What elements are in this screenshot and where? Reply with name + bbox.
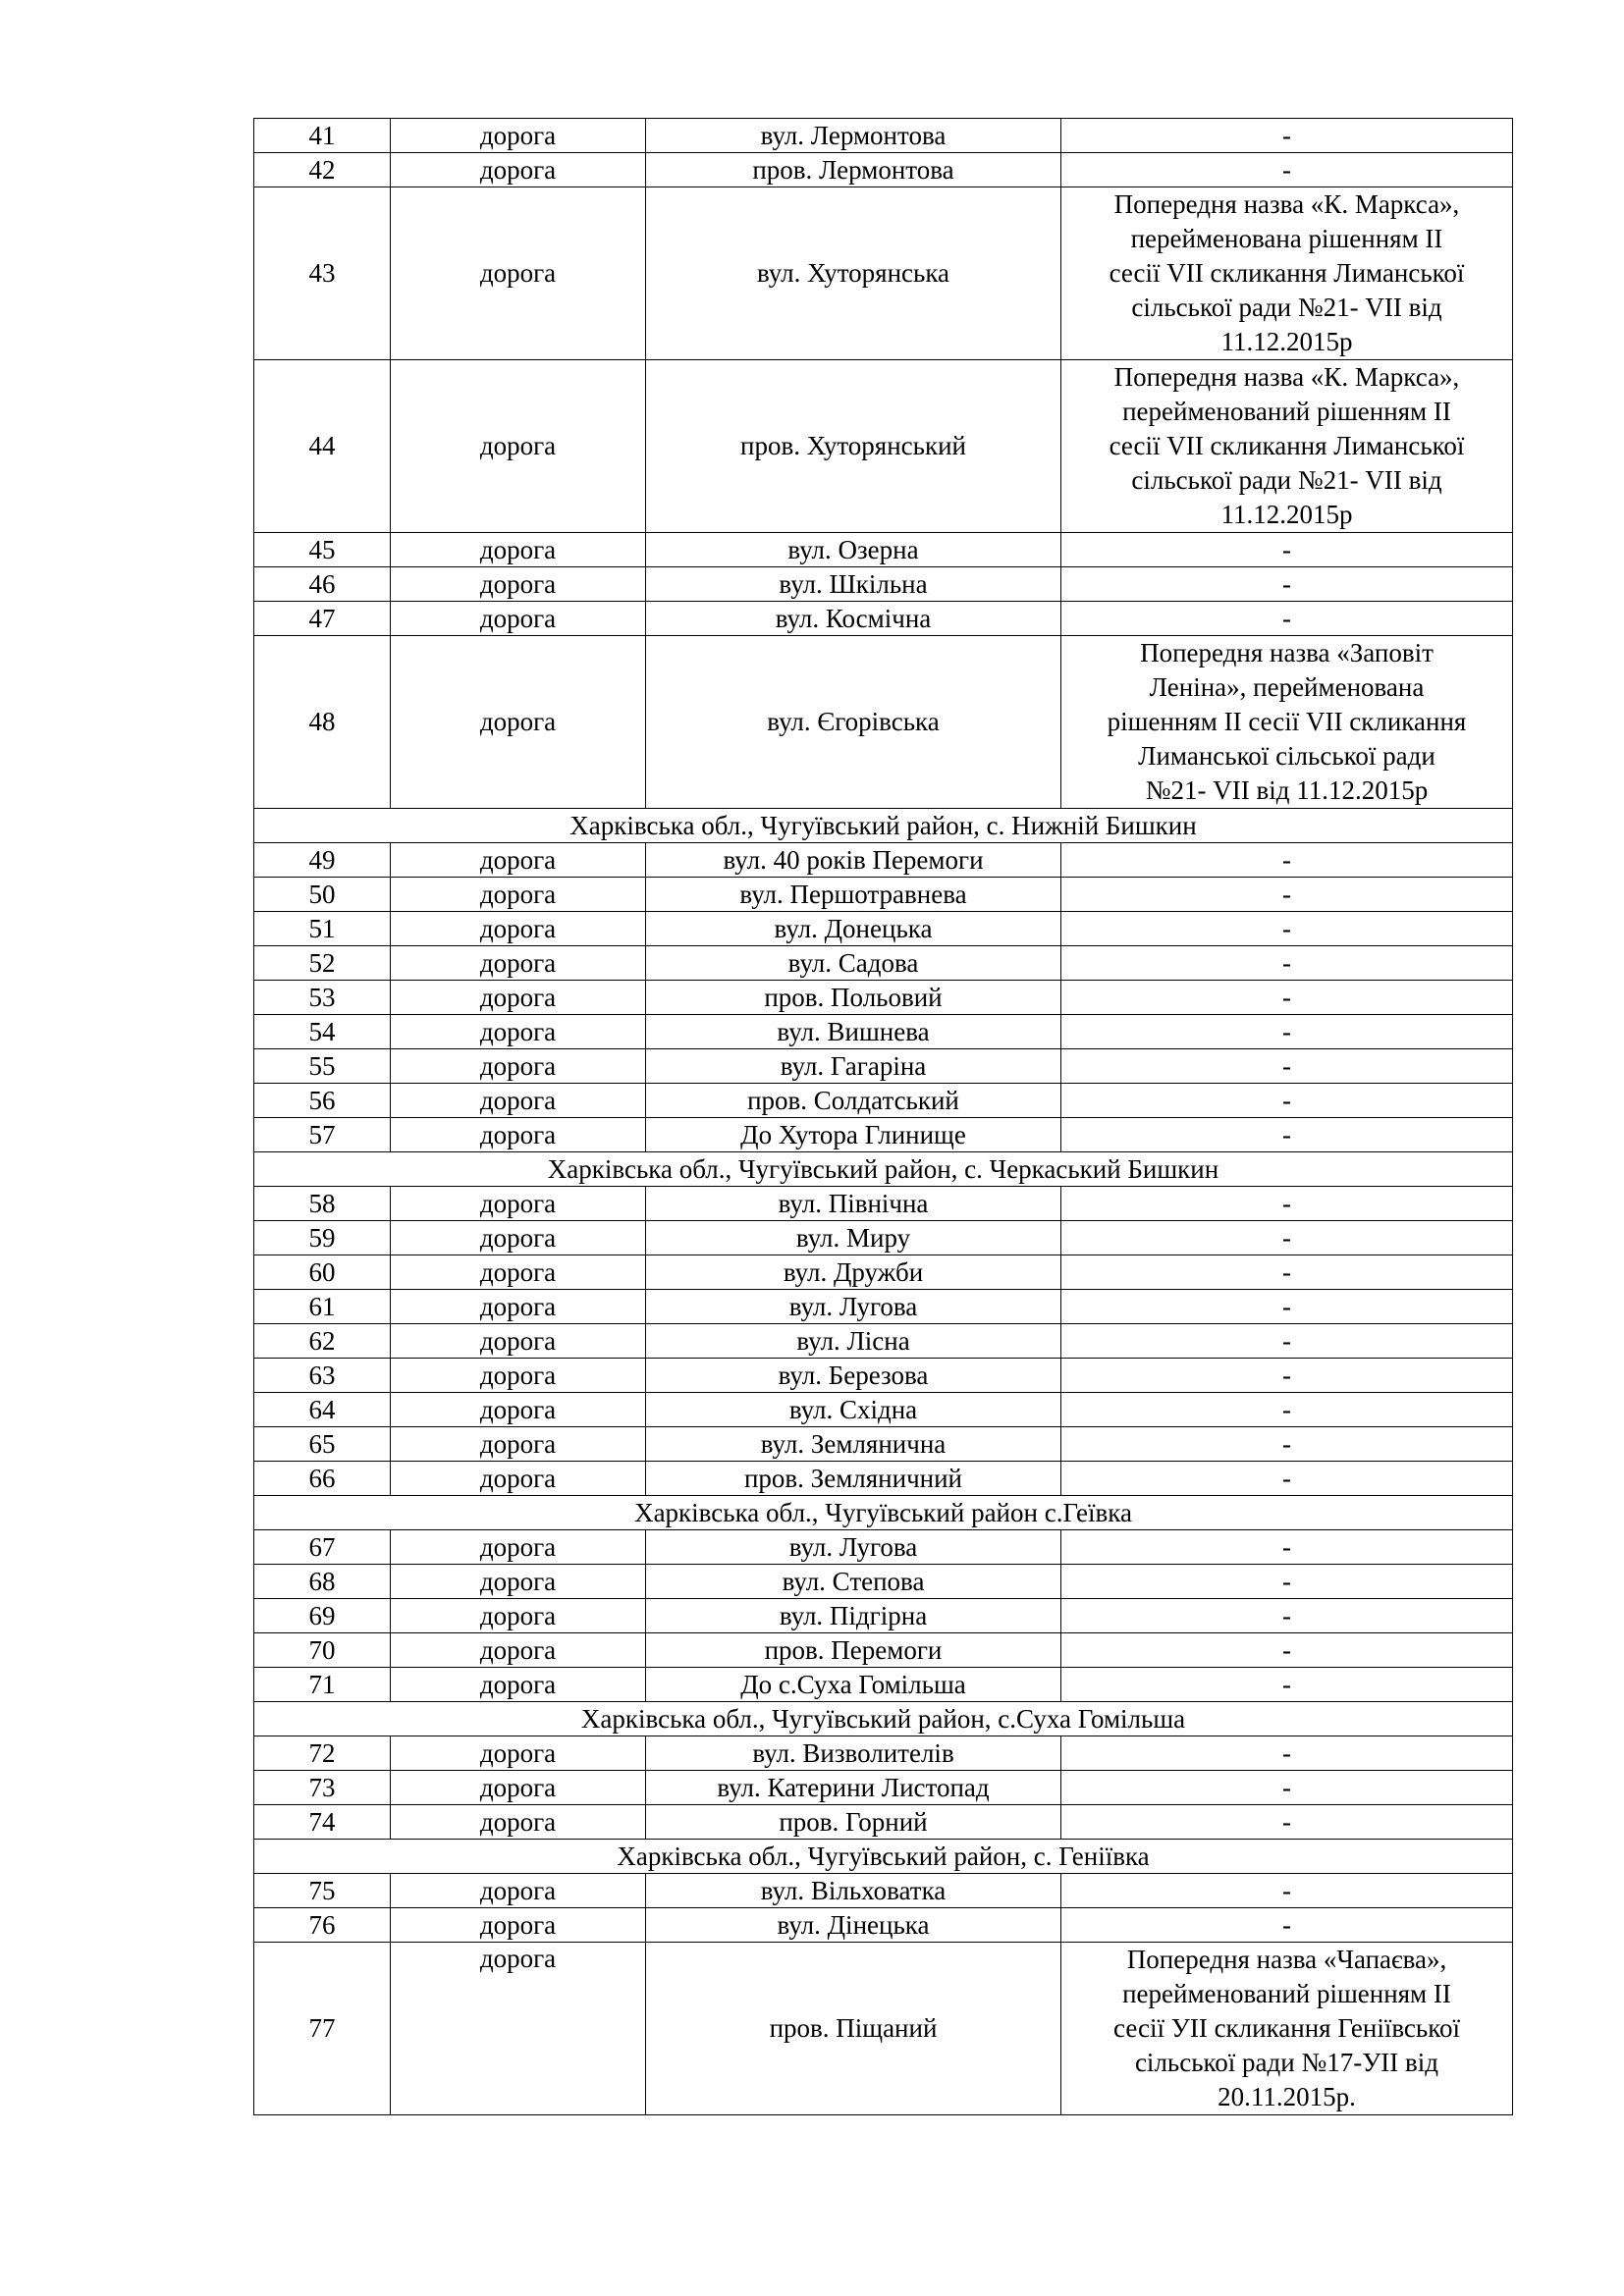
note-cell: - (1061, 1908, 1513, 1943)
note-cell: - (1061, 1290, 1513, 1324)
roads-table (253, 118, 1513, 2115)
table-row (254, 1324, 1513, 1359)
object-type-cell: дорога (391, 1908, 646, 1943)
row-number-cell: 68 (254, 1565, 391, 1599)
table-row (254, 1943, 1513, 2115)
note-cell: - (1061, 981, 1513, 1015)
street-name-cell: вул. Єгорівська (646, 636, 1061, 809)
note-cell: - (1061, 567, 1513, 602)
row-number-cell: 51 (254, 912, 391, 946)
note-cell: - (1061, 946, 1513, 981)
row-number-cell: 69 (254, 1599, 391, 1633)
table-row (254, 1393, 1513, 1427)
object-type-cell: дорога (391, 1393, 646, 1427)
object-type-cell: дорога (391, 1290, 646, 1324)
note-cell: - (1061, 1359, 1513, 1393)
table-row (254, 602, 1513, 636)
table-row (254, 1049, 1513, 1084)
street-name-cell: вул. Східна (646, 1393, 1061, 1427)
street-name-cell: вул. Космічна (646, 602, 1061, 636)
street-name-cell: вул. Садова (646, 946, 1061, 981)
note-cell: Попередня назва «Чапаєва», перейменований рішенням II сесії УII скликання Геніївської сільської ради №17-УII від 20.11.2015р. (1061, 1943, 1513, 2115)
street-name-cell: вул. Донецька (646, 912, 1061, 946)
row-number-cell: 53 (254, 981, 391, 1015)
note-cell: - (1061, 1736, 1513, 1771)
note-cell: - (1061, 1049, 1513, 1084)
object-type-cell: дорога (391, 981, 646, 1015)
table-row (254, 153, 1513, 187)
note-cell: Попередня назва «К. Маркса», перейменована рішенням II сесії VII скликання Лиманської сільської ради №21- VII від 11.12.2015р (1061, 187, 1513, 360)
object-type-cell: дорога (391, 1118, 646, 1152)
table-row (254, 1084, 1513, 1118)
object-type-cell: дорога (391, 1427, 646, 1462)
street-name-cell: пров. Земляничний (646, 1462, 1061, 1496)
section-header-row (254, 1840, 1513, 1874)
section-header-row (254, 809, 1513, 843)
table-row (254, 1255, 1513, 1290)
row-number-cell: 65 (254, 1427, 391, 1462)
table-row (254, 946, 1513, 981)
section-header-row (254, 1496, 1513, 1530)
table-row (254, 1290, 1513, 1324)
object-type-cell: дорога (391, 1668, 646, 1702)
street-name-cell: До с.Суха Гомільша (646, 1668, 1061, 1702)
object-type-cell: дорога (391, 1359, 646, 1393)
note-cell: - (1061, 153, 1513, 187)
street-name-cell: вул. 40 років Перемоги (646, 843, 1061, 878)
section-title: Харківська обл., Чугуївський район, с. Геніївка (254, 1840, 1513, 1874)
object-type-cell: дорога (391, 1599, 646, 1633)
object-type-cell: дорога (391, 1049, 646, 1084)
object-type-cell: дорога (391, 567, 646, 602)
row-number-cell: 61 (254, 1290, 391, 1324)
table-row (254, 878, 1513, 912)
street-name-cell: пров. Хуторянський (646, 360, 1061, 533)
street-name-cell: вул. Хуторянська (646, 187, 1061, 360)
note-cell: - (1061, 1427, 1513, 1462)
table-row (254, 1221, 1513, 1255)
note-cell: - (1061, 533, 1513, 567)
object-type-cell: дорога (391, 636, 646, 809)
table-row (254, 1874, 1513, 1908)
street-name-cell: вул. Степова (646, 1565, 1061, 1599)
street-name-cell: вул. Гагаріна (646, 1049, 1061, 1084)
street-name-cell: пров. Піщаний (646, 1943, 1061, 2115)
table-row (254, 1633, 1513, 1668)
row-number-cell: 67 (254, 1530, 391, 1565)
note-cell: - (1061, 119, 1513, 153)
row-number-cell: 59 (254, 1221, 391, 1255)
street-name-cell: вул. Визволителів (646, 1736, 1061, 1771)
street-name-cell: пров. Горний (646, 1805, 1061, 1840)
note-cell: - (1061, 602, 1513, 636)
object-type-cell: дорога (391, 533, 646, 567)
object-type-cell: дорога (391, 1565, 646, 1599)
row-number-cell: 77 (254, 1943, 391, 2115)
table-row (254, 1427, 1513, 1462)
note-cell: - (1061, 912, 1513, 946)
object-type-cell: дорога (391, 1943, 646, 2115)
row-number-cell: 49 (254, 843, 391, 878)
table-row (254, 1736, 1513, 1771)
row-number-cell: 73 (254, 1771, 391, 1805)
table-row (254, 843, 1513, 878)
table-row (254, 1462, 1513, 1496)
row-number-cell: 55 (254, 1049, 391, 1084)
note-cell: - (1061, 1118, 1513, 1152)
note-cell: - (1061, 1187, 1513, 1221)
street-name-cell: вул. Березова (646, 1359, 1061, 1393)
table-row (254, 533, 1513, 567)
street-name-cell: вул. Підгірна (646, 1599, 1061, 1633)
object-type-cell: дорога (391, 1084, 646, 1118)
row-number-cell: 60 (254, 1255, 391, 1290)
table-row (254, 1359, 1513, 1393)
table-row (254, 1908, 1513, 1943)
row-number-cell: 64 (254, 1393, 391, 1427)
object-type-cell: дорога (391, 119, 646, 153)
note-cell: - (1061, 1565, 1513, 1599)
row-number-cell: 75 (254, 1874, 391, 1908)
object-type-cell: дорога (391, 1255, 646, 1290)
object-type-cell: дорога (391, 1221, 646, 1255)
note-cell: Попередня назва «Заповіт Леніна», перейменована рішенням II сесії VII скликання Лиманської сільської ради №21- VII від 11.12.2015р (1061, 636, 1513, 809)
object-type-cell: дорога (391, 602, 646, 636)
table-row (254, 360, 1513, 533)
table-row (254, 1599, 1513, 1633)
street-name-cell: вул. Дінецька (646, 1908, 1061, 1943)
row-number-cell: 45 (254, 533, 391, 567)
note-cell: - (1061, 1530, 1513, 1565)
row-number-cell: 70 (254, 1633, 391, 1668)
table-row (254, 1668, 1513, 1702)
note-cell: - (1061, 1633, 1513, 1668)
table-row (254, 981, 1513, 1015)
street-name-cell: вул. Шкільна (646, 567, 1061, 602)
note-cell: - (1061, 1805, 1513, 1840)
object-type-cell: дорога (391, 187, 646, 360)
row-number-cell: 47 (254, 602, 391, 636)
street-name-cell: вул. Лісна (646, 1324, 1061, 1359)
street-name-cell: вул. Лермонтова (646, 119, 1061, 153)
object-type-cell: дорога (391, 1874, 646, 1908)
table-row (254, 1187, 1513, 1221)
object-type-cell: дорога (391, 1771, 646, 1805)
street-name-cell: вул. Землянична (646, 1427, 1061, 1462)
note-cell: - (1061, 1255, 1513, 1290)
street-name-cell: вул. Дружби (646, 1255, 1061, 1290)
object-type-cell: дорога (391, 360, 646, 533)
street-name-cell: вул. Миру (646, 1221, 1061, 1255)
row-number-cell: 57 (254, 1118, 391, 1152)
street-name-cell: пров. Польовий (646, 981, 1061, 1015)
note-cell: - (1061, 1771, 1513, 1805)
object-type-cell: дорога (391, 1187, 646, 1221)
object-type-cell: дорога (391, 878, 646, 912)
table-row (254, 119, 1513, 153)
table-row (254, 1805, 1513, 1840)
table-row (254, 1771, 1513, 1805)
object-type-cell: дорога (391, 843, 646, 878)
object-type-cell: дорога (391, 1015, 646, 1049)
note-cell: - (1061, 843, 1513, 878)
table-row (254, 1118, 1513, 1152)
object-type-cell: дорога (391, 1805, 646, 1840)
row-number-cell: 50 (254, 878, 391, 912)
table-row (254, 1530, 1513, 1565)
roads-table-body (254, 119, 1513, 2115)
section-title: Харківська обл., Чугуївський район с.Геївка (254, 1496, 1513, 1530)
note-cell: - (1061, 1015, 1513, 1049)
street-name-cell: вул. Озерна (646, 533, 1061, 567)
row-number-cell: 74 (254, 1805, 391, 1840)
table-row (254, 912, 1513, 946)
note-cell: - (1061, 1668, 1513, 1702)
note-cell: - (1061, 1874, 1513, 1908)
note-cell: - (1061, 1324, 1513, 1359)
street-name-cell: вул. Вільховатка (646, 1874, 1061, 1908)
row-number-cell: 41 (254, 119, 391, 153)
row-number-cell: 58 (254, 1187, 391, 1221)
street-name-cell: пров. Солдатський (646, 1084, 1061, 1118)
row-number-cell: 44 (254, 360, 391, 533)
object-type-cell: дорога (391, 912, 646, 946)
row-number-cell: 62 (254, 1324, 391, 1359)
object-type-cell: дорога (391, 946, 646, 981)
note-cell: - (1061, 878, 1513, 912)
street-name-cell: вул. Північна (646, 1187, 1061, 1221)
row-number-cell: 46 (254, 567, 391, 602)
row-number-cell: 52 (254, 946, 391, 981)
table-row (254, 1565, 1513, 1599)
table-row (254, 187, 1513, 360)
object-type-cell: дорога (391, 1324, 646, 1359)
street-name-cell: вул. Першотравнева (646, 878, 1061, 912)
object-type-cell: дорога (391, 1736, 646, 1771)
table-row (254, 636, 1513, 809)
table-row (254, 1015, 1513, 1049)
street-name-cell: вул. Лугова (646, 1530, 1061, 1565)
object-type-cell: дорога (391, 153, 646, 187)
street-name-cell: До Хутора Глинище (646, 1118, 1061, 1152)
row-number-cell: 54 (254, 1015, 391, 1049)
section-title: Харківська обл., Чугуївський район, с. Черкаський Бишкин (254, 1152, 1513, 1187)
row-number-cell: 42 (254, 153, 391, 187)
object-type-cell: дорога (391, 1530, 646, 1565)
street-name-cell: пров. Перемоги (646, 1633, 1061, 1668)
street-name-cell: вул. Лугова (646, 1290, 1061, 1324)
object-type-cell: дорога (391, 1462, 646, 1496)
street-name-cell: пров. Лермонтова (646, 153, 1061, 187)
section-title: Харківська обл., Чугуївський район, с. Нижній Бишкин (254, 809, 1513, 843)
note-cell: - (1061, 1393, 1513, 1427)
row-number-cell: 72 (254, 1736, 391, 1771)
row-number-cell: 48 (254, 636, 391, 809)
row-number-cell: 43 (254, 187, 391, 360)
street-name-cell: вул. Катерини Листопад (646, 1771, 1061, 1805)
row-number-cell: 71 (254, 1668, 391, 1702)
note-cell: - (1061, 1084, 1513, 1118)
note-cell: - (1061, 1599, 1513, 1633)
row-number-cell: 66 (254, 1462, 391, 1496)
row-number-cell: 63 (254, 1359, 391, 1393)
section-header-row (254, 1152, 1513, 1187)
street-name-cell: вул. Вишнева (646, 1015, 1061, 1049)
note-cell: Попередня назва «К. Маркса», перейменований рішенням II сесії VII скликання Лиманської сільської ради №21- VII від 11.12.2015р (1061, 360, 1513, 533)
table-row (254, 567, 1513, 602)
section-title: Харківська обл., Чугуївський район, с.Суха Гомільша (254, 1702, 1513, 1736)
row-number-cell: 56 (254, 1084, 391, 1118)
note-cell: - (1061, 1221, 1513, 1255)
row-number-cell: 76 (254, 1908, 391, 1943)
note-cell: - (1061, 1462, 1513, 1496)
section-header-row (254, 1702, 1513, 1736)
object-type-cell: дорога (391, 1633, 646, 1668)
